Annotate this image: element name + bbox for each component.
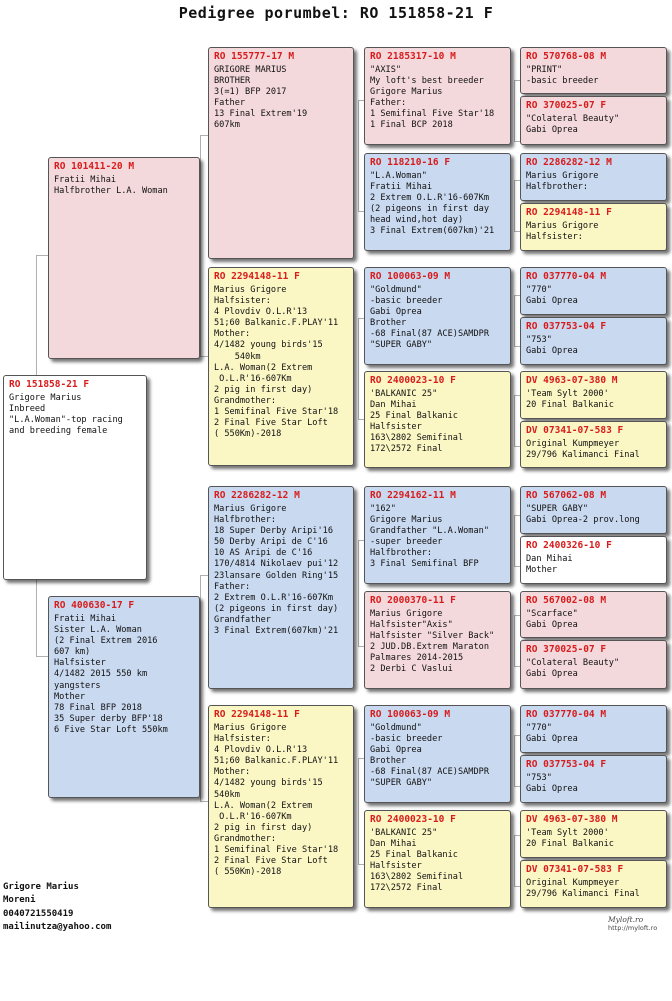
ring-number: RO 037753-04 F [526, 321, 607, 332]
logo-url: http://myloft.ro [608, 924, 658, 932]
pigeon-info: "Colateral Beauty" Gabi Oprea [526, 658, 620, 680]
owner-name: Grigore Marius [3, 882, 79, 892]
pigeon-info: 'BALKANIC 25" Dan Mihai 25 Final Balkanic Halfsister 163\2802 Semifinal 172\2572 Final [370, 389, 464, 455]
ring-number: RO 2294148-11 F [214, 271, 300, 282]
pigeon-card-gen5-9 [520, 486, 667, 534]
pigeon-card-sire-sire [208, 47, 354, 259]
pigeon-info: Marius Grigore Halfsister: 4 Plovdiv O.L.R'13 51;60 Balkanic.F.PLAY'11 Mother: 4/1482 young birds'15 540km L.A. Woman(2 Extrem O.L.R'16-607Km 2 pig in first day) Grandmother: 1 Semifinal Five Star'18 2 Final Five Star Loft ( 550Km)-2018 [214, 285, 339, 440]
pigeon-card-dam-dam [208, 705, 354, 908]
logo-text: Myloft.ro [608, 915, 644, 924]
pigeon-card-gen4-5 [364, 486, 511, 584]
pigeon-card-dam [48, 596, 200, 798]
ring-number: RO 570768-08 M [526, 51, 607, 62]
pigeon-card-gen4-2 [364, 153, 511, 251]
ring-number: RO 2400023-10 F [370, 814, 456, 825]
ring-number: RO 100063-09 M [370, 271, 451, 282]
pigeon-info: Dan Mihai Mother [526, 554, 573, 576]
pigeon-card-gen5-10 [520, 536, 667, 584]
ring-number: RO 2286282-12 M [214, 490, 300, 501]
pigeon-card-gen5-1 [520, 47, 667, 94]
pigeon-info: Original Kumpmeyer 29/796 Kalimanci Final [526, 439, 640, 461]
pigeon-info: Grigore Marius Inbreed "L.A.Woman"-top racing and breeding female [9, 393, 123, 437]
ring-number: RO 101411-20 M [54, 161, 135, 172]
owner-info [3, 881, 111, 935]
pigeon-card-gen4-1 [364, 47, 511, 145]
pigeon-info: "770" Gabi Oprea [526, 723, 578, 745]
pigeon-info: "770" Gabi Oprea [526, 285, 578, 307]
owner-city: Moreni [3, 895, 36, 906]
pigeon-card-gen5-5 [520, 267, 667, 315]
ring-number: RO 400630-17 F [54, 600, 135, 611]
ring-number: RO 2286282-12 M [526, 157, 612, 168]
pigeon-card-gen5-16 [520, 860, 667, 908]
pigeon-card-subject [3, 375, 147, 580]
pigeon-info: Original Kumpmeyer 29/796 Kalimanci Final [526, 878, 640, 900]
ring-number: RO 155777-17 M [214, 51, 295, 62]
ring-number: RO 151858-21 F [9, 379, 90, 390]
pigeon-info: 'BALKANIC 25" Dan Mihai 25 Final Balkanic Halfsister 163\2802 Semifinal 172\2572 Final [370, 828, 464, 894]
ring-number: RO 037753-04 F [526, 759, 607, 770]
pigeon-card-gen4-3 [364, 267, 511, 365]
pigeon-info: "162" Grigore Marius Grandfather "L.A.Woman" -super breeder Halfbrother: 3 Final Semifinal BFP [370, 504, 489, 570]
ring-number: RO 567062-08 M [526, 490, 607, 501]
pigeon-info: 'Team Sylt 2000' 20 Final Balkanic [526, 389, 614, 411]
pigeon-info: "AXIS" My loft's best breeder Grigore Marius Father: 1 Semifinal Five Star'18 1 Final BCP 2018 [370, 65, 495, 131]
pigeon-info: Marius Grigore Halfbrother: [526, 171, 599, 193]
pigeon-card-gen4-6 [364, 591, 511, 689]
pigeon-card-gen5-2 [520, 96, 667, 145]
pigeon-card-gen4-4 [364, 371, 511, 468]
pigeon-info: Marius Grigore Halfsister: [526, 221, 599, 243]
ring-number: RO 370025-07 F [526, 100, 607, 111]
pigeon-card-gen5-4 [520, 203, 667, 251]
pigeon-info: Marius Grigore Halfsister: 4 Plovdiv O.L.R'13 51;60 Balkanic.F.PLAY'11 Mother: 4/1482 young birds'15 540km L.A. Woman(2 Extrem O.L.R'16-607Km 2 pig in first day) Grandmother: 1 Semifinal Five Star'18 2 Final Five Star Loft ( 550Km)-2018 [214, 723, 339, 878]
pigeon-card-gen4-8 [364, 810, 511, 908]
pigeon-info: 'Team Sylt 2000' 20 Final Balkanic [526, 828, 614, 850]
pigeon-card-gen5-3 [520, 153, 667, 201]
pigeon-info: Marius Grigore Halfbrother: 18 Super Derby Aripi'16 50 Derby Aripi de C'16 10 AS Aripi de C'16 170/4814 Nikolaev pui'12 23lansare Golden Ring'15 Father: 2 Extrem O.L.R'16-607Km (2 pigeons in first day) Grandfather 3 Final Extrem(607km)'21 [214, 504, 339, 637]
pigeon-info: "753" Gabi Oprea [526, 335, 578, 357]
ring-number: RO 2294162-11 M [370, 490, 456, 501]
pigeon-card-gen5-8 [520, 421, 667, 468]
pigeon-card-gen4-7 [364, 705, 511, 803]
pigeon-info: "Goldmund" -basic breeder Gabi Oprea Brother -68 Final(87 ACE)SAMDPR "SUPER GABY" [370, 723, 489, 789]
pigeon-card-dam-sire [208, 486, 354, 689]
pigeon-info: "PRINT" -basic breeder [526, 65, 599, 87]
myloft-logo [608, 915, 657, 932]
ring-number: RO 2000370-11 F [370, 595, 456, 606]
pigeon-info: Fratii Mihai Sister L.A. Woman (2 Final Extrem 2016 607 km) Halfsister 4/1482 2015 550 km yangsters Mother 78 Final BFP 2018 35 Super derby BFP'18 6 Five Star Loft 550km [54, 614, 168, 735]
pigeon-card-gen5-11 [520, 591, 667, 638]
ring-number: DV 4963-07-380 M [526, 814, 618, 825]
ring-number: RO 2400023-10 F [370, 375, 456, 386]
ring-number: DV 07341-07-583 F [526, 864, 624, 875]
pigeon-card-sire [48, 157, 200, 359]
pigeon-info: Marius Grigore Halfsister"Axis" Halfsister "Silver Back" 2 JUD.DB.Extrem Maraton Palmares 2014-2015 2 Derbi C Vaslui [370, 609, 495, 675]
ring-number: RO 2294148-11 F [214, 709, 300, 720]
ring-number: RO 037770-04 M [526, 709, 607, 720]
pigeon-info: "Scarface" Gabi Oprea [526, 609, 578, 631]
pigeon-info: GRIGORE MARIUS BROTHER 3(=1) BFP 2017 Father 13 Final Extrem'19 607km [214, 65, 308, 131]
pigeon-card-gen5-15 [520, 810, 667, 858]
ring-number: RO 118210-16 F [370, 157, 451, 168]
ring-number: RO 567002-08 M [526, 595, 607, 606]
ring-number: DV 07341-07-583 F [526, 425, 624, 436]
pigeon-card-sire-dam [208, 267, 354, 466]
pigeon-card-gen5-12 [520, 640, 667, 689]
pigeon-card-gen5-7 [520, 371, 667, 419]
owner-phone: 0040721550419 [3, 908, 74, 919]
ring-number: RO 037770-04 M [526, 271, 607, 282]
ring-number: RO 2294148-11 F [526, 207, 612, 218]
page-title: Pedigree porumbel: RO 151858-21 F [178, 4, 494, 22]
pigeon-info: "753" Gabi Oprea [526, 773, 578, 795]
pigeon-info: "Colateral Beauty" Gabi Oprea [526, 114, 620, 136]
pigeon-info: "L.A.Woman" Fratii Mihai 2 Extrem O.L.R'16-607Km (2 pigeons in first day head wind,hot day) 3 Final Extrem(607km)'21 [370, 171, 495, 237]
pigeon-info: "Goldmund" -basic breeder Gabi Oprea Brother -68 Final(87 ACE)SAMDPR "SUPER GABY" [370, 285, 489, 351]
pigeon-card-gen5-6 [520, 317, 667, 365]
ring-number: DV 4963-07-380 M [526, 375, 618, 386]
ring-number: RO 100063-09 M [370, 709, 451, 720]
ring-number: RO 2400326-10 F [526, 540, 612, 551]
pigeon-card-gen5-14 [520, 755, 667, 803]
pigeon-info: "SUPER GABY" Gabi Oprea-2 prov.long [526, 504, 640, 526]
owner-email: mailinutza@yahoo.com [3, 922, 112, 933]
ring-number: RO 2185317-10 M [370, 51, 456, 62]
pigeon-info: Fratii Mihai Halfbrother L.A. Woman [54, 175, 168, 197]
ring-number: RO 370025-07 F [526, 644, 607, 655]
pigeon-card-gen5-13 [520, 705, 667, 753]
